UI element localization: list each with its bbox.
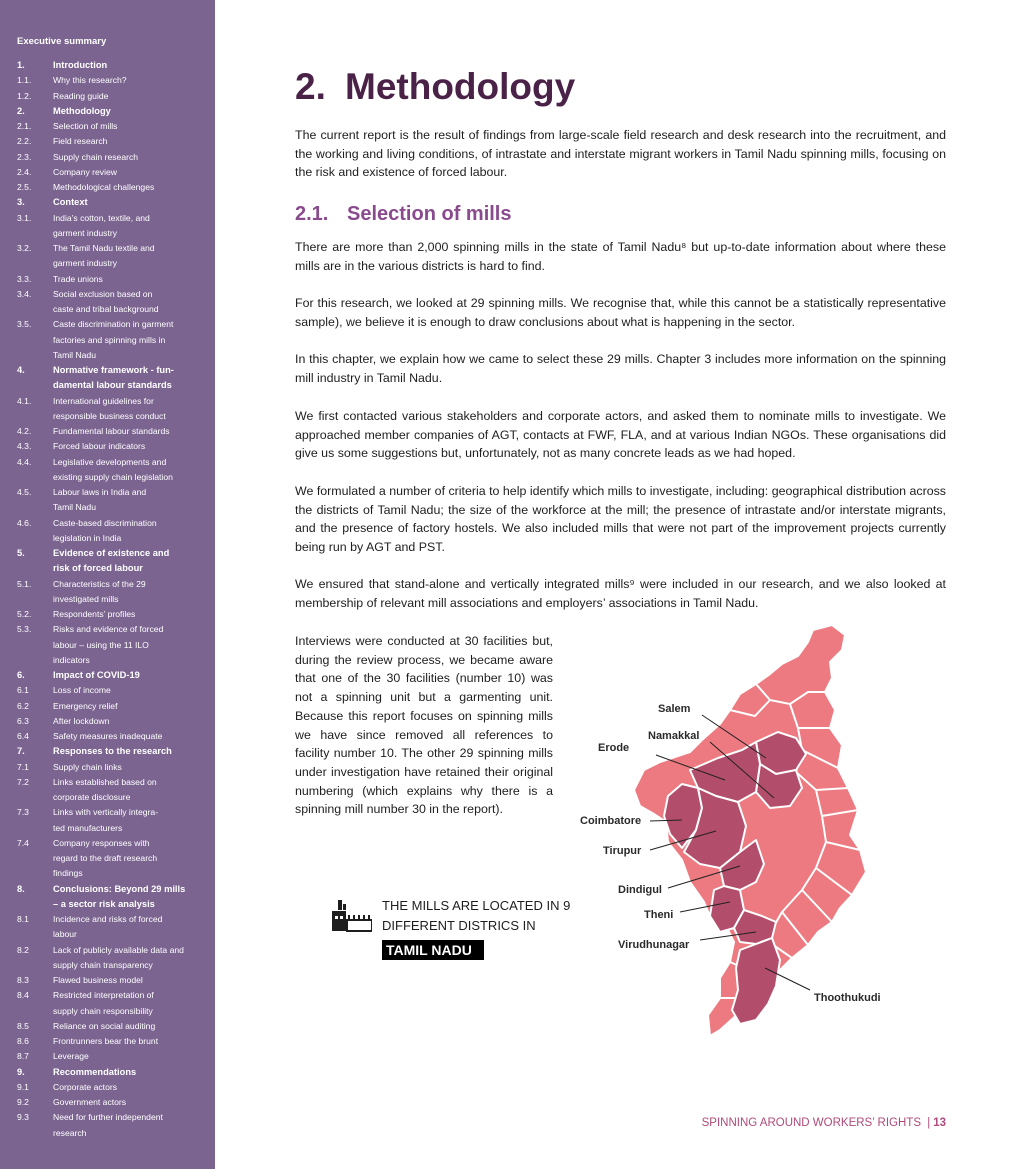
toc-item[interactable] xyxy=(17,729,209,744)
toc-item-label: Safety measures inadequate xyxy=(53,731,163,741)
toc-item[interactable] xyxy=(17,1080,209,1095)
toc-item-label: Caste-based discrimination xyxy=(53,517,157,528)
toc-item[interactable] xyxy=(17,577,209,592)
toc-item-label: labour – using the 11 ILO xyxy=(53,639,149,650)
map-label-salem: Salem xyxy=(658,703,691,715)
footer-separator: | xyxy=(927,1117,931,1129)
toc-item-label: regard to the draft research xyxy=(53,853,158,863)
toc-item-number xyxy=(17,500,53,515)
toc-item-number xyxy=(17,790,53,805)
toc-item-label: Need for further independent xyxy=(53,1112,163,1123)
toc-item-number: 2.3. xyxy=(17,151,32,162)
toc-item-number xyxy=(17,821,53,836)
toc-item[interactable] xyxy=(17,531,209,546)
toc-item-label: Introduction xyxy=(53,60,108,70)
toc-item-number xyxy=(17,470,53,485)
toc-item-label: Selection of mills xyxy=(53,121,118,131)
toc-item-number: 8.6 xyxy=(17,1036,29,1046)
toc-item-number: 7.2 xyxy=(17,776,29,787)
toc-item-number: 2. xyxy=(17,105,25,116)
callout-state-label: TAMIL NADU xyxy=(382,940,484,960)
toc-item-label: Conclusions: Beyond 29 mills xyxy=(53,883,186,894)
toc-item-label: Trade unions xyxy=(53,273,103,284)
toc-item-number: 6.1 xyxy=(17,685,29,696)
title-text: Methodology xyxy=(345,66,576,107)
toc-item[interactable] xyxy=(17,638,209,653)
toc-item-label: After lockdown xyxy=(53,715,110,726)
toc-item-label: research xyxy=(53,1127,87,1138)
toc-item[interactable] xyxy=(17,1019,209,1034)
toc-item[interactable] xyxy=(17,256,209,271)
toc-item[interactable] xyxy=(17,302,209,317)
toc-item[interactable] xyxy=(17,424,209,439)
toc-item-number: 2.4. xyxy=(17,166,32,177)
paragraph-criteria: We formulated a number of criteria to help identify which mills to investigate, including: geographical distribution across the districts of Tamil Nadu; the size of the workforce at the mill; the presence of intrastate and/or interstate migrants, and the presence of factory hostels. We also included mills that were not part of the improvement projects currently being run by AGT and PST. xyxy=(295,484,946,555)
toc-item-number: 6.3 xyxy=(17,715,29,726)
toc-item[interactable] xyxy=(17,165,209,180)
toc-item-number xyxy=(17,653,53,668)
toc-item[interactable] xyxy=(17,775,209,790)
toc-item[interactable] xyxy=(17,1034,209,1049)
toc-item-label: Tamil Nadu xyxy=(53,349,96,360)
toc-item-label: ted manufacturers xyxy=(53,822,123,833)
map-label-coimbatore: Coimbatore xyxy=(580,815,642,827)
toc-item-label: Company responses with xyxy=(53,837,150,848)
toc-item-number xyxy=(17,927,53,942)
toc-item-number xyxy=(17,958,53,973)
toc-exec-summary[interactable]: Executive summary xyxy=(17,36,107,47)
map-label-dindigul: Dindigul xyxy=(618,884,662,896)
toc-item-number: 2.2. xyxy=(17,136,32,147)
toc-item-number: 4.6. xyxy=(17,517,32,528)
toc-item-label: Supply chain research xyxy=(53,151,139,162)
toc-item[interactable] xyxy=(17,988,209,1003)
toc-item[interactable] xyxy=(17,119,209,134)
toc-item-number xyxy=(17,302,53,317)
toc-item-number: 7.4 xyxy=(17,837,29,848)
toc-item-label: Links with vertically integra- xyxy=(53,807,159,818)
toc-item-label: Emergency relief xyxy=(53,700,118,711)
toc-item[interactable] xyxy=(17,668,209,683)
toc-item-label: – a sector risk analysis xyxy=(53,898,155,909)
toc-item-label: garment industry xyxy=(53,258,118,269)
toc-item-label: Government actors xyxy=(53,1097,127,1107)
toc-item-label: Forced labour indicators xyxy=(53,441,146,452)
toc-item[interactable] xyxy=(17,805,209,820)
toc-item[interactable] xyxy=(17,195,209,210)
toc-item-label: India’s cotton, textile, and xyxy=(53,212,150,223)
toc-item-label: caste and tribal background xyxy=(53,304,159,314)
toc-item-number: 4. xyxy=(17,365,25,375)
paragraph-mill-count: There are more than 2,000 spinning mills in the state of Tamil Nadu⁸ but up-to-date information about where these mills are in the various districts is hard to find. xyxy=(295,240,946,273)
toc-item[interactable] xyxy=(17,287,209,302)
page-footer xyxy=(702,1117,946,1129)
toc-item-number: 7.1 xyxy=(17,761,29,772)
map-label-tirupur: Tirupur xyxy=(603,845,642,857)
toc-item[interactable] xyxy=(17,882,209,897)
toc-item[interactable] xyxy=(17,1004,209,1019)
toc-item[interactable] xyxy=(17,516,209,531)
toc-item[interactable] xyxy=(17,653,209,668)
toc-item-number: 4.4. xyxy=(17,456,32,467)
page-number: 13 xyxy=(933,1117,946,1129)
toc-item-label: International guidelines for xyxy=(53,395,154,406)
toc-item[interactable] xyxy=(17,409,209,424)
toc-item[interactable] xyxy=(17,592,209,607)
toc-item-number xyxy=(17,592,53,607)
toc-item-number: 9.1 xyxy=(17,1081,29,1092)
toc-item-number: 5.3. xyxy=(17,624,32,635)
toc-item[interactable] xyxy=(17,607,209,622)
toc-item-label: Responses to the research xyxy=(53,746,172,757)
intro-paragraph: The current report is the result of findings from large-scale field research and desk research into the recruitment, and the working and living conditions, of intrastate and interstate migrant workers in Tamil Nadu spinning mills, focusing on the risk and existence of forced labour. xyxy=(295,128,946,180)
map-label-namakkal: Namakkal xyxy=(648,730,700,742)
toc-item[interactable] xyxy=(17,760,209,775)
toc-item-label: labour xyxy=(53,929,77,940)
paragraph-sample: For this research, we looked at 29 spinning mills. We recognise that, while this cannot be a statistically representative sample), we believe it is enough to draw conclusions about what is happening in the sector. xyxy=(295,296,946,329)
toc-item-number: 4.2. xyxy=(17,426,32,436)
toc-item-label: damental labour standards xyxy=(53,380,172,391)
toc-item-number: 8. xyxy=(17,883,25,894)
toc-item-label: factories and spinning mills in xyxy=(53,334,166,345)
toc-item[interactable] xyxy=(17,683,209,698)
toc-item-number: 8.4 xyxy=(17,990,29,1001)
section-heading xyxy=(295,203,511,226)
toc-item[interactable] xyxy=(17,272,209,287)
toc-item-number: 3. xyxy=(17,197,25,208)
toc-item[interactable] xyxy=(17,226,209,241)
toc-item-label: supply chain responsibility xyxy=(53,1005,153,1016)
toc-item-number xyxy=(17,1126,53,1141)
toc-item-label: Company review xyxy=(53,166,117,177)
toc-item[interactable] xyxy=(17,1110,209,1125)
toc-item-number xyxy=(17,1004,53,1019)
toc-item-number: 6.2 xyxy=(17,700,29,711)
toc-item[interactable] xyxy=(17,836,209,851)
toc-item[interactable] xyxy=(17,134,209,149)
map-label-theni: Theni xyxy=(644,909,674,921)
toc-item-number: 6.4 xyxy=(17,731,29,741)
toc-item[interactable] xyxy=(17,943,209,958)
toc-item-number: 1.2. xyxy=(17,90,32,101)
toc-item-number: 8.3 xyxy=(17,975,29,985)
toc-item[interactable] xyxy=(17,455,209,470)
toc-item-label: Lack of publicly available data and xyxy=(53,944,184,955)
toc-item-label: Recommendations xyxy=(53,1066,137,1077)
toc-item-number: 5.2. xyxy=(17,609,32,619)
toc-item[interactable] xyxy=(17,150,209,165)
toc-item-label: legislation in India xyxy=(53,532,122,543)
toc-item-label: Context xyxy=(53,197,88,208)
paragraph-chapter: In this chapter, we explain how we came to select these 29 mills. Chapter 3 includes more information on the spinning mill industry in Tamil Nadu. xyxy=(295,352,946,385)
paragraph-integrated: We ensured that stand-alone and vertically integrated mills⁹ were included in our research, and we also looked at membership of relevant mill associations and employers’ associations in Tamil Nadu. xyxy=(295,577,946,610)
toc-item-number: 4.3. xyxy=(17,441,32,452)
toc-item-number: 1.1. xyxy=(17,75,32,86)
toc-item-label: Links established based on xyxy=(53,776,157,787)
toc-item[interactable] xyxy=(17,211,209,226)
toc-item-label: Frontrunners bear the brunt xyxy=(53,1036,159,1046)
toc-item-number: 3.5. xyxy=(17,319,32,330)
toc-item[interactable] xyxy=(17,180,209,195)
toc-item[interactable] xyxy=(17,546,209,561)
toc-item-label: Reading guide xyxy=(53,90,109,101)
toc-item-number: 9. xyxy=(17,1066,25,1077)
toc-item[interactable] xyxy=(17,470,209,485)
toc-item[interactable] xyxy=(17,363,209,378)
toc-item[interactable] xyxy=(17,439,209,454)
toc-item-number xyxy=(17,348,53,363)
toc-item-number: 9.2 xyxy=(17,1097,29,1107)
toc-item[interactable] xyxy=(17,378,209,393)
toc-item[interactable] xyxy=(17,317,209,332)
toc-item-label: Flawed business model xyxy=(53,975,143,985)
callout-line-1: THE MILLS ARE LOCATED IN 9 xyxy=(382,898,571,913)
toc-item-number xyxy=(17,409,53,424)
toc-item-number: 7. xyxy=(17,746,25,757)
toc-item-label: Social exclusion based on xyxy=(53,288,153,299)
toc-item-label: Normative framework - fun- xyxy=(53,365,174,375)
toc-item[interactable] xyxy=(17,1049,209,1064)
toc-item-number: 2.5. xyxy=(17,182,32,192)
toc-item-label: Why this research? xyxy=(53,75,127,86)
toc-item-label: Corporate actors xyxy=(53,1081,118,1092)
toc-item-number: 3.4. xyxy=(17,288,32,299)
toc-item[interactable] xyxy=(17,958,209,973)
title-number: 2. xyxy=(295,66,326,107)
toc-item-label: Supply chain links xyxy=(53,761,122,772)
toc-item[interactable] xyxy=(17,1095,209,1110)
toc-item[interactable] xyxy=(17,73,209,88)
districts-callout xyxy=(332,896,582,968)
toc-item-number xyxy=(17,638,53,653)
toc-item-label: responsible business conduct xyxy=(53,410,166,421)
toc-item-number xyxy=(17,866,53,881)
toc-item-number: 5. xyxy=(17,548,25,558)
toc-item-label: Incidence and risks of forced xyxy=(53,914,163,924)
toc-item-label: The Tamil Nadu textile and xyxy=(53,243,155,253)
toc-item[interactable] xyxy=(17,89,209,104)
toc-item-number xyxy=(17,897,53,912)
callout-line-2: DIFFERENT DISTRICS IN xyxy=(382,918,536,933)
toc-item-number xyxy=(17,531,53,546)
tamil-nadu-map xyxy=(570,620,900,1040)
toc-item-label: findings xyxy=(53,868,83,879)
toc-item[interactable] xyxy=(17,622,209,637)
toc-item-number: 8.5 xyxy=(17,1020,29,1031)
page-title xyxy=(295,66,575,108)
map-label-thoothukudi: Thoothukudi xyxy=(814,992,881,1004)
paragraph-stakeholders: We first contacted various stakeholders and corporate actors, and asked them to nominate mills to investigate. We approached member companies of AGT, contacts at FWF, FLA, and at various Indian NGOs. These organisations did give us some suggestions but, unfortunately, not as many concrete leads as we had hoped. xyxy=(295,409,946,461)
toc-item-label: Evidence of existence and xyxy=(53,548,170,558)
toc-item[interactable] xyxy=(17,866,209,881)
map-label-virudhunagar: Virudhunagar xyxy=(618,939,690,951)
toc-item[interactable] xyxy=(17,927,209,942)
toc-item-number xyxy=(17,378,53,393)
toc-item-label: corporate disclosure xyxy=(53,792,131,802)
map-label-erode: Erode xyxy=(598,742,630,754)
toc-item-label: Impact of COVID-19 xyxy=(53,670,140,680)
toc-item-label: indicators xyxy=(53,654,90,665)
toc-sidebar xyxy=(0,0,215,1169)
toc-item-label: Legislative developments and xyxy=(53,456,167,467)
toc-item-number xyxy=(17,226,53,241)
toc-item[interactable] xyxy=(17,561,209,576)
toc-item[interactable] xyxy=(17,58,209,73)
toc-item[interactable] xyxy=(17,241,209,256)
toc-item-label: Respondents’ profiles xyxy=(53,609,136,619)
toc-item[interactable] xyxy=(17,851,209,866)
toc-item[interactable] xyxy=(17,104,209,119)
toc-item-label: Methodology xyxy=(53,105,111,116)
toc-item-label: Leverage xyxy=(53,1051,89,1062)
toc-item[interactable] xyxy=(17,500,209,515)
toc-item-label: Reliance on social auditing xyxy=(53,1020,156,1031)
toc-item-label: garment industry xyxy=(53,227,118,238)
factory-icon xyxy=(332,898,372,934)
toc-item-label: Fundamental labour standards xyxy=(53,426,170,436)
section-number: 2.1. xyxy=(295,203,329,225)
toc-item-number xyxy=(17,333,53,348)
toc-item[interactable] xyxy=(17,714,209,729)
toc-item[interactable] xyxy=(17,821,209,836)
toc-list xyxy=(17,58,209,1141)
toc-item[interactable] xyxy=(17,973,209,988)
section-title: Selection of mills xyxy=(347,203,512,225)
toc-item[interactable] xyxy=(17,790,209,805)
toc-item[interactable] xyxy=(17,699,209,714)
toc-item-number: 8.7 xyxy=(17,1051,29,1062)
toc-item-label: Field research xyxy=(53,136,108,147)
toc-item-label: supply chain transparency xyxy=(53,959,153,970)
toc-item[interactable] xyxy=(17,744,209,759)
toc-item-label: Methodological challenges xyxy=(53,182,155,192)
toc-item-number: 8.2 xyxy=(17,944,29,955)
toc-item-number: 4.1. xyxy=(17,395,32,406)
toc-item-number: 2.1. xyxy=(17,121,32,131)
toc-item-number: 3.3. xyxy=(17,273,32,284)
toc-item[interactable] xyxy=(17,897,209,912)
paragraph-interviews: Interviews were conducted at 30 facilities but, during the review process, we became aware that one of the 30 facilities (number 10) was not a spinning unit but a garmenting unit. Because this report focuses on spinning mills we have since removed all references to facility number 10. The other 29 spinning mills under investigation have retained their original numbering (which explains why there is a spinning mill number 30 in the report). xyxy=(295,634,553,817)
toc-item-number: 6. xyxy=(17,670,25,680)
toc-item-label: Loss of income xyxy=(53,685,111,696)
toc-item[interactable] xyxy=(17,1126,209,1141)
toc-item-number: 7.3 xyxy=(17,807,29,818)
toc-item-number: 9.3 xyxy=(17,1112,29,1123)
toc-item[interactable] xyxy=(17,333,209,348)
map-districts xyxy=(634,625,866,1036)
map-district-thoothukudi xyxy=(732,938,780,1024)
toc-item-number xyxy=(17,561,53,576)
toc-item-number: 8.1 xyxy=(17,914,29,924)
toc-item-label: Restricted interpretation of xyxy=(53,990,154,1001)
toc-item-number: 5.1. xyxy=(17,578,32,589)
toc-item-number xyxy=(17,256,53,271)
toc-item-label: Labour laws in India and xyxy=(53,487,147,497)
toc-item-number: 1. xyxy=(17,60,25,70)
footer-title: SPINNING AROUND WORKERS’ RIGHTS xyxy=(701,1117,921,1129)
toc-item-label: Caste discrimination in garment xyxy=(53,319,174,330)
toc-item-label: Characteristics of the 29 xyxy=(53,578,146,589)
toc-item-number: 3.2. xyxy=(17,243,32,253)
toc-item-number xyxy=(17,851,53,866)
toc-item-label: investigated mills xyxy=(53,593,119,604)
toc-item[interactable] xyxy=(17,348,209,363)
toc-item-number: 4.5. xyxy=(17,487,32,497)
toc-item-label: Tamil Nadu xyxy=(53,502,96,513)
toc-item-label: risk of forced labour xyxy=(53,563,143,574)
toc-item-label: Risks and evidence of forced xyxy=(53,624,164,635)
toc-item-label: existing supply chain legislation xyxy=(53,471,173,482)
toc-item-number: 3.1. xyxy=(17,212,32,223)
toc-item[interactable] xyxy=(17,912,209,927)
toc-item[interactable] xyxy=(17,394,209,409)
toc-item[interactable] xyxy=(17,485,209,500)
toc-item[interactable] xyxy=(17,1065,209,1080)
